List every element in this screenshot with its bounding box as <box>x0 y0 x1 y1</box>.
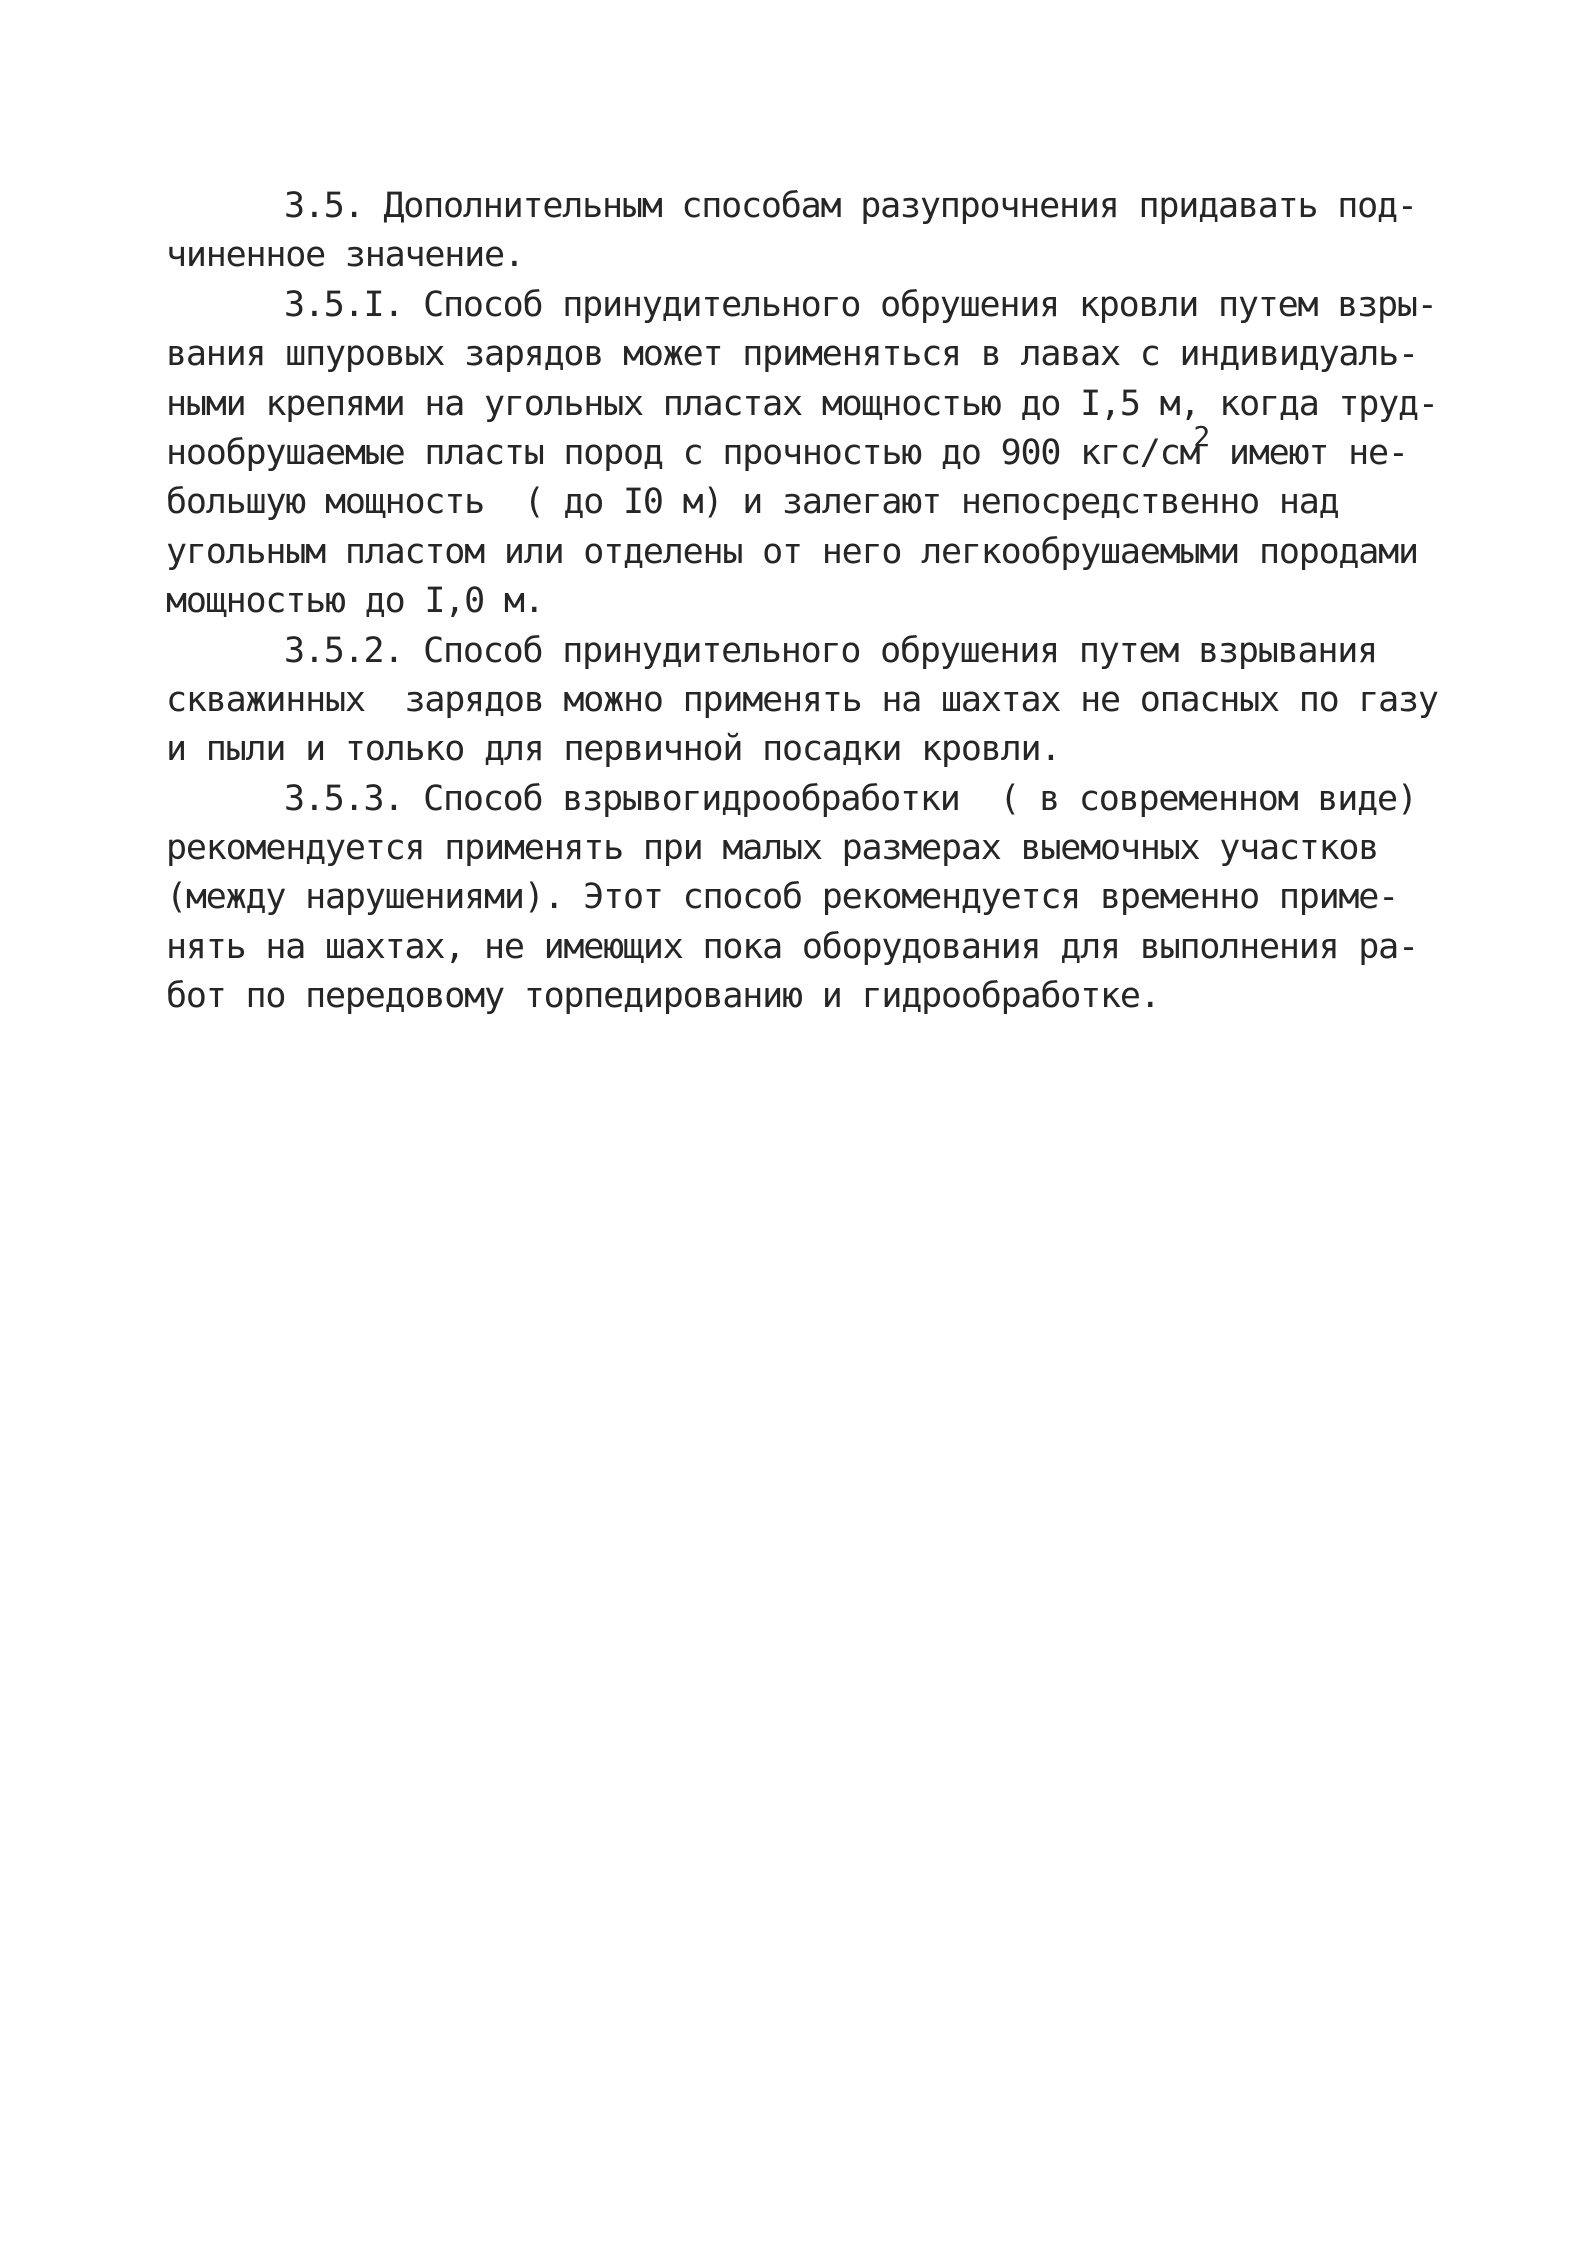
text-line: рекомендуется применять при малых размерах выемочных участков <box>166 828 1379 869</box>
text-line: угольным пластом или отделены от него легкообрушаемыми породами <box>166 531 1418 572</box>
text-line: нять на шахтах, не имеющих пока оборудования для выполнения ра- <box>166 926 1418 967</box>
text-line-with-superscript <box>166 419 1466 478</box>
text-segment: нообрушаемые пласты пород с прочностью до 900 кгс/см <box>166 432 1200 473</box>
document-body <box>166 182 1466 1022</box>
paragraph-3-5-2 <box>166 627 1466 775</box>
superscript: 2 <box>1193 419 1210 453</box>
text-line: (между нарушениями). Этот способ рекомендуется временно приме- <box>166 877 1399 918</box>
text-line: мощностью до I,0 м. <box>166 581 544 622</box>
text-line: 3.5.3. Способ взрывогидрообработки ( в современном виде) <box>284 778 1417 819</box>
text-segment: имеют не- <box>1209 432 1408 473</box>
text-line: скважинных зарядов можно применять на шахтах не опасных по газу <box>166 679 1438 720</box>
paragraph-3-5-3 <box>166 775 1466 1022</box>
text-line: большую мощность ( до I0 м) и залегают непосредственно над <box>166 482 1339 523</box>
text-line: 3.5.2. Способ принудительного обрушения путем взрывания <box>284 630 1377 671</box>
text-line: вания шпуровых зарядов может применяться в лавах с индивидуаль- <box>166 334 1418 375</box>
text-line: 3.5.I. Способ принудительного обрушения кровли путем взры- <box>284 284 1437 325</box>
paragraph-3-5-1 <box>166 281 1466 627</box>
text-line: и пыли и только для первичной посадки кровли. <box>166 729 1061 770</box>
paragraph-3-5 <box>166 182 1466 281</box>
text-line: бот по передовому торпедированию и гидрообработке. <box>166 976 1160 1017</box>
text-line: чиненное значение. <box>166 235 524 276</box>
text-line: ными крепями на угольных пластах мощностью до I,5 м, когда труд- <box>166 383 1438 424</box>
text-line: 3.5. Дополнительным способам разупрочнения придавать под- <box>284 186 1417 226</box>
